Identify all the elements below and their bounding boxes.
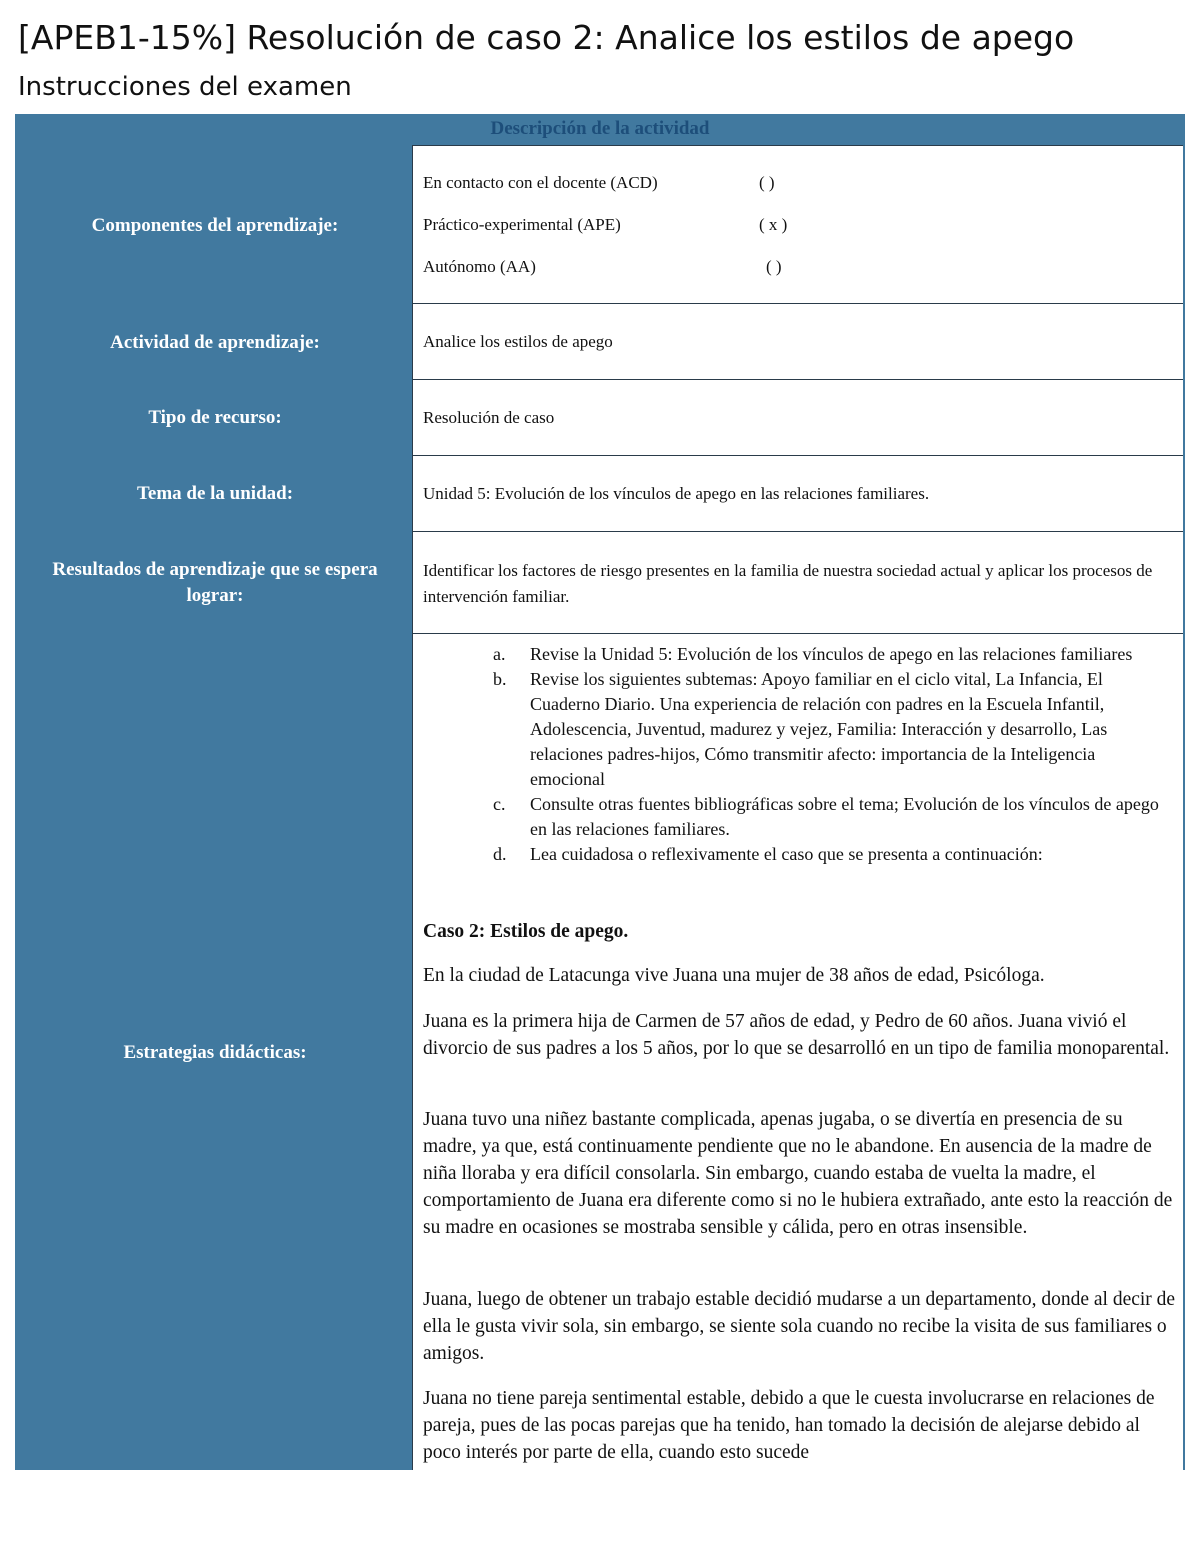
cell-componentes <box>412 145 1183 303</box>
label-actividad: Actividad de aprendizaje: <box>110 332 320 353</box>
case-paragraph: Juana no tiene pareja sentimental estable, debido a que le cuesta involucrarse en relaciones de pareja, pues de las pocas parejas que ha tenido, han tomado la decisión de alejarse debido al poco interés por parte de ella, cuando esto sucede <box>423 1388 1155 1463</box>
list-item: c. Consulte otras fuentes bibliográficas sobre el tema; Evolución de los vínculos de apego en las relaciones familiares. <box>493 794 1159 839</box>
label-recurso: Tipo de recurso: <box>148 407 282 428</box>
component-ape-text: Práctico-experimental (APE) <box>423 215 621 234</box>
case-paragraph: Juana tuvo una niñez bastante complicada, apenas jugaba, o se divertía en presencia de su madre, ya que, está continuamente pendiente que no le abandone. En ausencia de la madre de niña lloraba y era difícil consolarla. Sin embargo, cuando estaba de vuelta la madre, el comportamiento de Juana era diferente como si no le hubiera extrañado, ante esto la reacción de su madre en ocasiones se mostraba sensible y cálida, pero en otras insensible. <box>423 1109 1173 1238</box>
label-estrategias: Estrategias didácticas: <box>123 1042 307 1063</box>
cell-estrategias <box>412 633 1183 1470</box>
component-acd-text: En contacto con el docente (ACD) <box>423 173 658 192</box>
component-acd <box>423 173 775 193</box>
case-paragraph: Juana, luego de obtener un trabajo estable decidió mudarse a un departamento, donde al decir de ella le gusta vivir sola, sin embargo, se siente sola cuando no recibe la visita de sus familiares o amigos. <box>423 1289 1176 1364</box>
table-heading: Descripción de la actividad <box>490 118 710 139</box>
page-subtitle: Instrucciones del examen <box>18 72 352 102</box>
cell-actividad <box>412 303 1183 379</box>
case-paragraph: Juana es la primera hija de Carmen de 57 años de edad, y Pedro de 60 años. Juana vivió el divorcio de sus padres a los 5 años, por lo que se desarrolló en un tipo de familia monoparental. <box>423 1011 1170 1059</box>
page-title: [APEB1-15%] Resolución de caso 2: Analice los estilos de apego <box>18 18 1075 57</box>
label-tema: Tema de la unidad: <box>136 483 294 504</box>
component-ape-mark: ( x ) <box>759 215 788 234</box>
component-ape <box>423 215 788 235</box>
recurso-value: Resolución de caso <box>423 407 555 427</box>
tema-value: Unidad 5: Evolución de los vínculos de apego en las relaciones familiares. <box>423 483 930 503</box>
case-paragraph: En la ciudad de Latacunga vive Juana una mujer de 38 años de edad, Psicóloga. <box>423 965 1045 986</box>
component-aa-text: Autónomo (AA) <box>423 257 536 276</box>
cell-recurso <box>412 379 1183 455</box>
case-title: Caso 2: Estilos de apego. <box>423 921 629 942</box>
cell-tema <box>412 455 1183 531</box>
component-aa <box>423 257 782 277</box>
list-item: a. Revise la Unidad 5: Evolución de los vínculos de apego en las relaciones familiares <box>493 644 1133 664</box>
label-resultados: Resultados de aprendizaje que se espera lograr: <box>52 559 378 606</box>
cell-resultados <box>412 531 1183 633</box>
label-componentes: Componentes del aprendizaje: <box>91 215 339 236</box>
list-item: d. Lea cuidadosa o reflexivamente el caso que se presenta a continuación: <box>493 844 1043 864</box>
actividad-value: Analice los estilos de apego <box>423 331 613 351</box>
list-item: b. Revise los siguientes subtemas: Apoyo familiar en el ciclo vital, La Infancia, El Cuaderno Diario. Una experiencia de relación con padres en la Escuela Infantil, Adolescencia, Juventud, madurez y vejez, Familia: Interacción y desarrollo, Las relaciones padres-hijos, Cómo transmitir afecto: importancia de la Inteligencia emocional <box>493 669 1108 789</box>
component-acd-mark: ( ) <box>759 173 775 192</box>
resultados-value: Identificar los factores de riesgo presentes en la familia de nuestra sociedad actual y aplicar los procesos de intervención familiar. <box>423 561 1153 606</box>
component-aa-mark: ( ) <box>766 257 782 276</box>
strategy-list <box>493 642 1173 867</box>
